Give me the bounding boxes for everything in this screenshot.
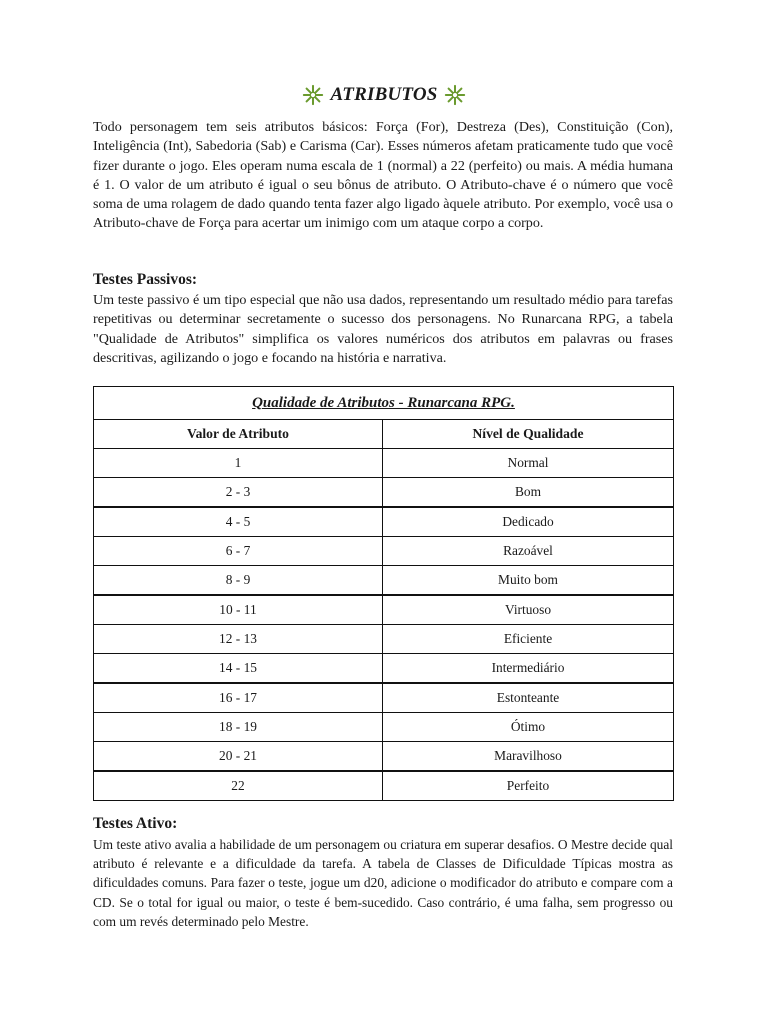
attribute-value-cell: 12 - 13: [94, 625, 383, 654]
active-tests-heading: Testes Ativo:: [93, 815, 178, 832]
attribute-value-cell: 14 - 15: [94, 654, 383, 684]
quality-level-cell: Maravilhoso: [383, 742, 674, 772]
quality-level-cell: Eficiente: [383, 625, 674, 654]
attribute-value-cell: 1: [94, 449, 383, 478]
table-row: [94, 625, 674, 654]
page-title: ATRIBUTOS: [330, 84, 438, 105]
intro-paragraph: Todo personagem tem seis atributos básicos: Força (For), Destreza (Des), Constituição (Con), Inteligência (Int), Sabedoria (Sab) e Carisma (Car). Esses números afetam praticamente tudo que você fizer durante o jogo. Eles operam numa escala de 1 (normal) a 22 (perfeito) ou mais. A média humana é 1. O valor de um atributo é igual o seu bônus de atributo. O Atributo-chave é o número que você soma de uma rolagem de dado quando tenta fazer algo ligado àquele atributo. Por exemplo, você usa o Atributo-chave de Força para acertar um inimigo com um ataque corpo a corpo.: [93, 119, 673, 232]
table-row: [94, 537, 674, 566]
passive-tests-heading: Testes Passivos:: [93, 271, 198, 288]
table-row: [94, 449, 674, 478]
attribute-value-cell: 8 - 9: [94, 566, 383, 596]
quality-level-cell: Perfeito: [383, 771, 674, 801]
table-row: [94, 507, 674, 537]
quality-level-cell: Virtuoso: [383, 595, 674, 625]
table-row: [94, 683, 674, 713]
table-caption: Qualidade de Atributos - Runarcana RPG.: [94, 387, 674, 420]
passive-tests-paragraph: Um teste passivo é um tipo especial que não usa dados, representando um resultado médio para tarefas repetitivas ou determinar secretamente o sucesso dos personagens. No Runarcana RPG, a tabela "Qualidade de Atributos" simplifica os valores numéricos dos atributos em palavras ou frases descritivas, agilizando o jogo e focando na história e narrativa.: [93, 292, 673, 366]
attribute-value-cell: 2 - 3: [94, 478, 383, 508]
active-tests-paragraph: Um teste ativo avalia a habilidade de um personagem ou criatura em superar desafios. O Mestre decide qual atributo é relevante e a dificuldade da tarefa. A tabela de Classes de Dificuldade Típicas mostra as dificuldades comuns. Para fazer o teste, jogue um d20, adicione o modificador do atributo e compare com a CD. Se o total for igual ou maior, o teste é bem-sucedido. Caso contrário, é uma falha, sem progresso ou com um revés determinado pelo Mestre.: [93, 837, 673, 929]
quality-level-cell: Bom: [383, 478, 674, 508]
attribute-value-cell: 18 - 19: [94, 713, 383, 742]
table-header-row: [94, 420, 674, 449]
table-row: [94, 713, 674, 742]
attribute-value-cell: 20 - 21: [94, 742, 383, 772]
table-row: [94, 566, 674, 596]
quality-level-cell: Intermediário: [383, 654, 674, 684]
table-row: [94, 742, 674, 772]
table-row: [94, 654, 674, 684]
attribute-value-cell: 10 - 11: [94, 595, 383, 625]
table-row: [94, 595, 674, 625]
quality-level-cell: Dedicado: [383, 507, 674, 537]
attribute-value-cell: 6 - 7: [94, 537, 383, 566]
column-header-value: Valor de Atributo: [94, 420, 383, 449]
attribute-value-cell: 22: [94, 771, 383, 801]
quality-level-cell: Estonteante: [383, 683, 674, 713]
flower-icon-left: [302, 84, 324, 106]
table-row: [94, 771, 674, 801]
column-header-quality: Nível de Qualidade: [383, 420, 674, 449]
quality-level-cell: Normal: [383, 449, 674, 478]
attribute-value-cell: 4 - 5: [94, 507, 383, 537]
title-row: [0, 84, 768, 106]
flower-icon-right: [444, 84, 466, 106]
quality-level-cell: Ótimo: [383, 713, 674, 742]
quality-level-cell: Muito bom: [383, 566, 674, 596]
attribute-quality-table: [93, 386, 674, 801]
attribute-value-cell: 16 - 17: [94, 683, 383, 713]
table-row: [94, 478, 674, 508]
quality-level-cell: Razoável: [383, 537, 674, 566]
